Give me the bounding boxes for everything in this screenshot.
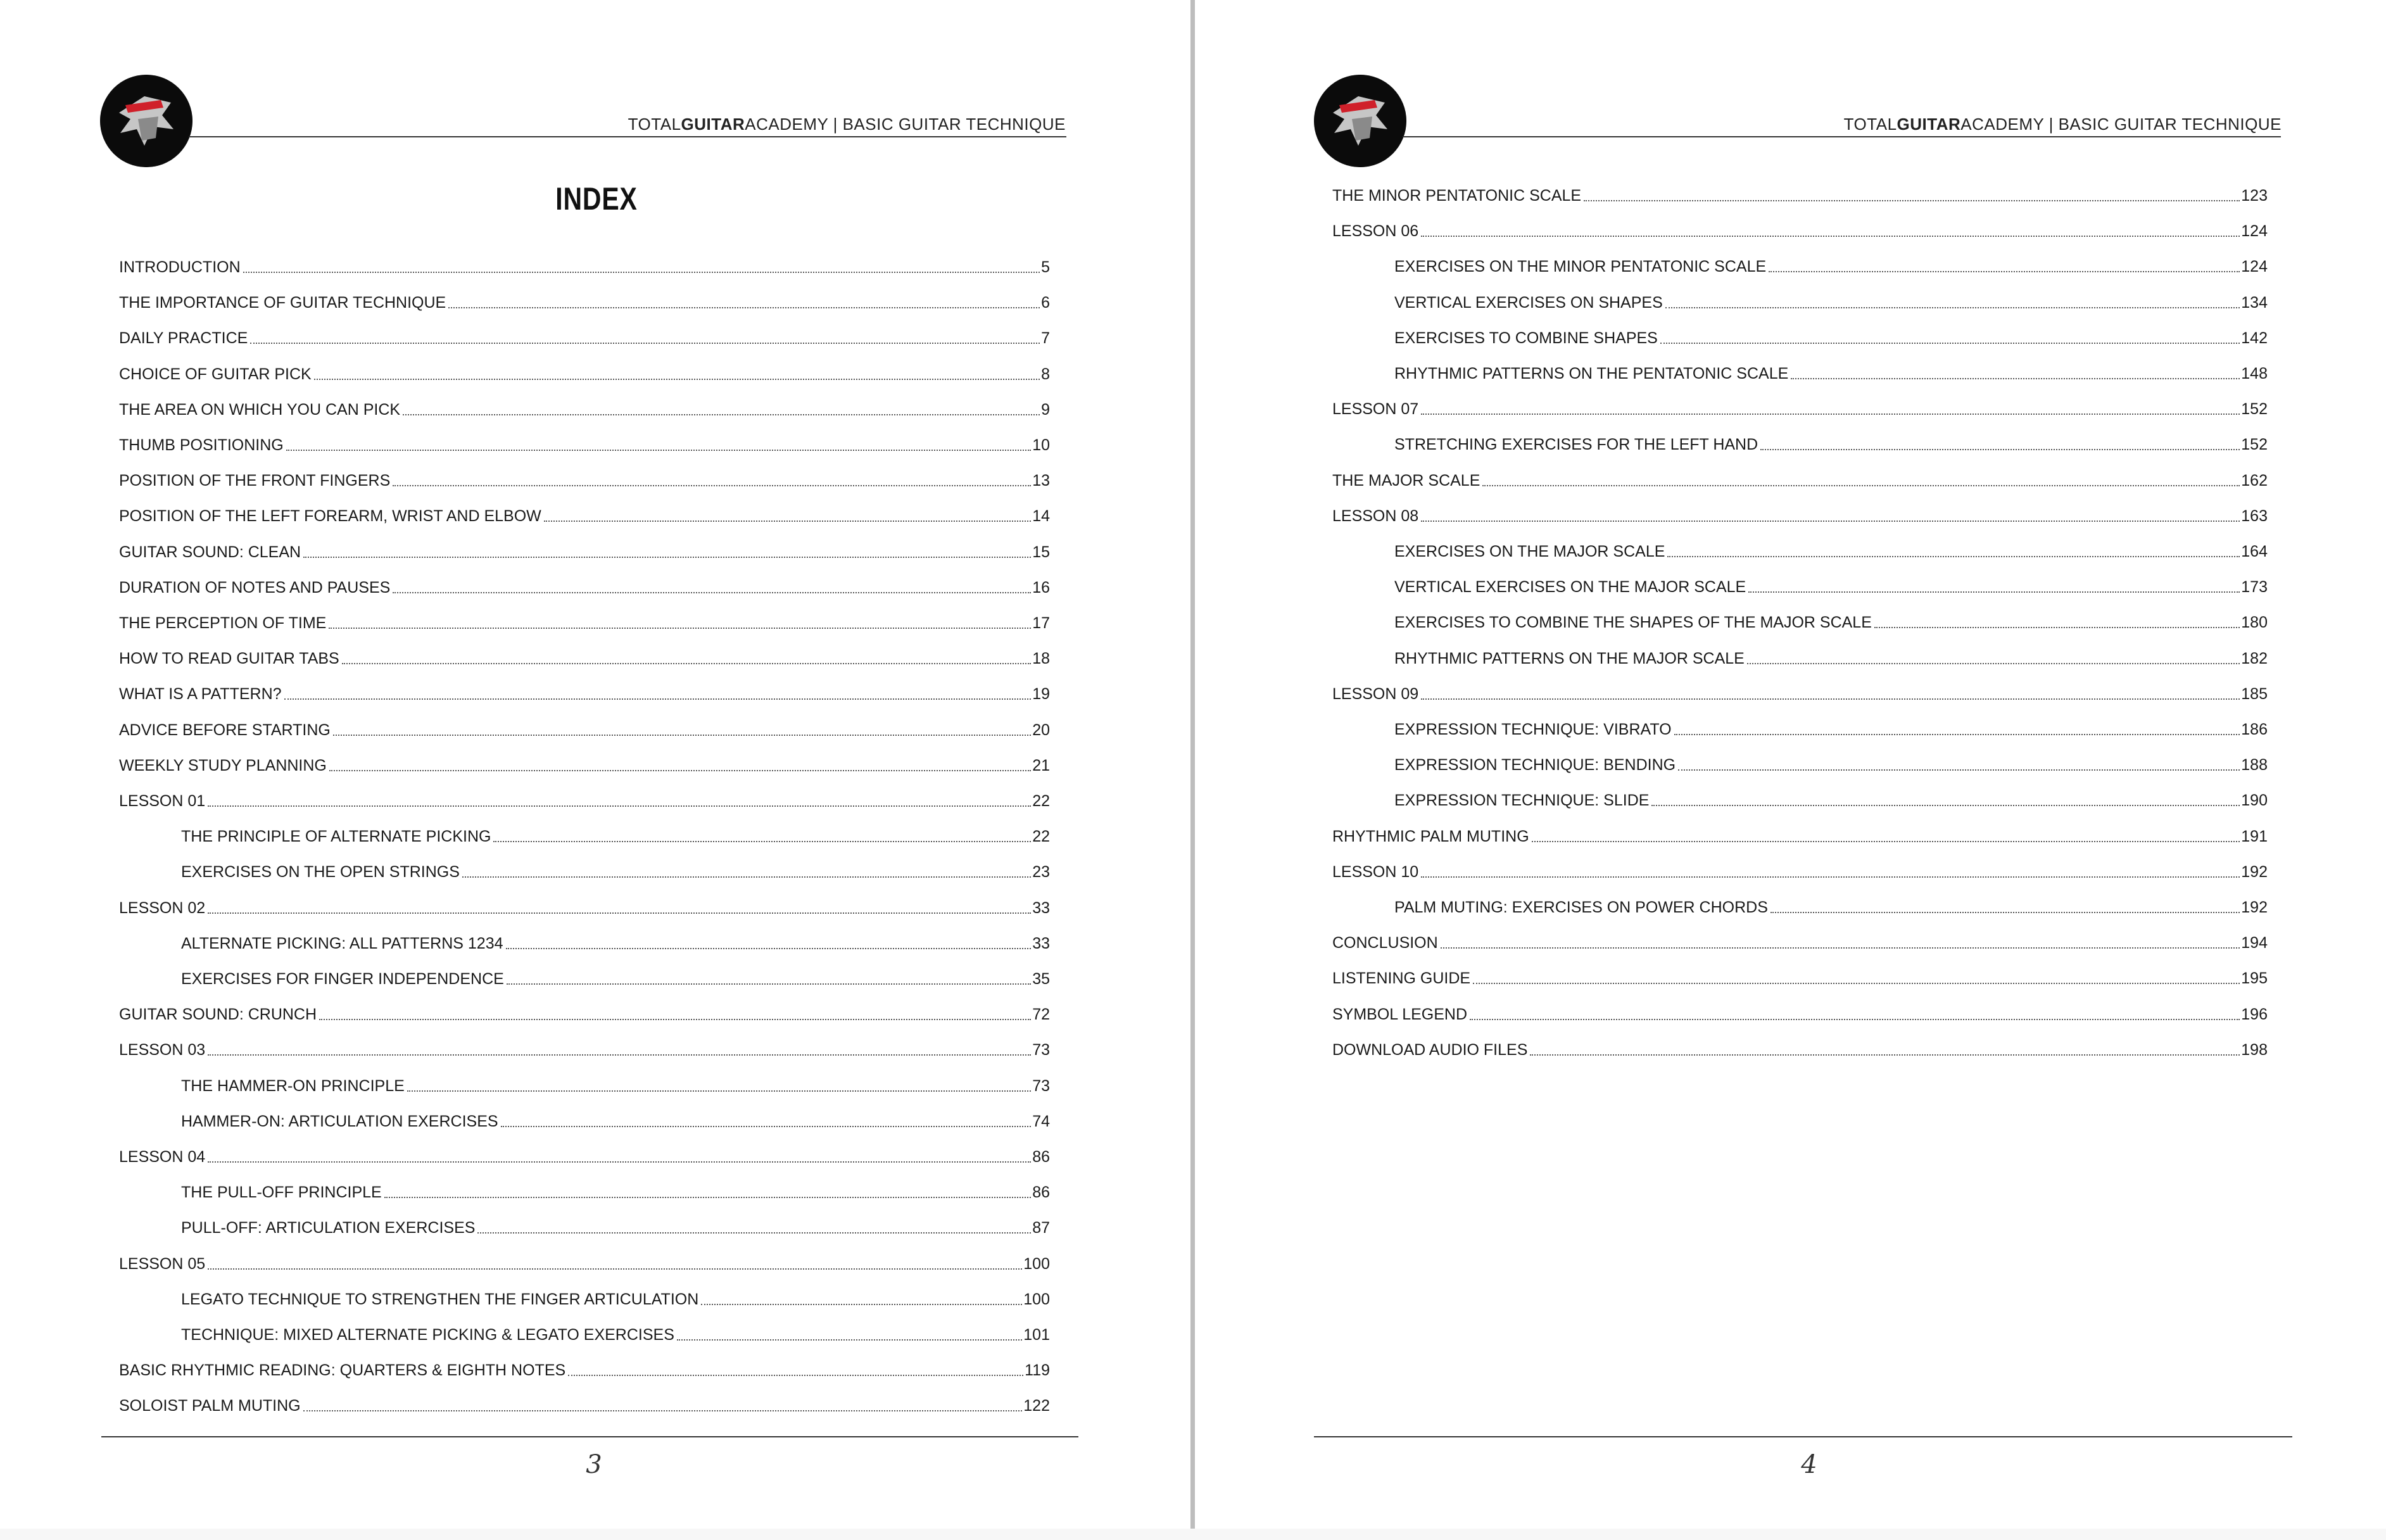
toc-entry-label: LESSON 02 [119,899,206,917]
dot-leader [303,1410,1023,1411]
toc-entry[interactable] [181,826,1050,846]
toc-entry[interactable] [181,861,1050,881]
toc-entry-label: EXERCISES ON THE MAJOR SCALE [1394,543,1665,560]
toc-entry-label: THE AREA ON WHICH YOU CAN PICK [119,400,401,419]
toc-entry[interactable] [181,968,1050,988]
dot-leader [403,414,1040,415]
toc-entry-label: INTRODUCTION [119,258,241,276]
toc-entry[interactable] [119,1360,1050,1380]
toc-entry-page: 35 [1032,970,1050,988]
dot-leader [329,628,1031,629]
toc-entry[interactable] [1332,470,2268,490]
toc-entry-page: 17 [1032,614,1050,632]
toc-entry[interactable] [1332,398,2268,419]
dot-leader [286,450,1031,451]
toc-entry-page: 9 [1041,400,1050,419]
dot-leader [677,1339,1022,1341]
dot-leader [1748,591,2240,593]
toc-entry[interactable] [1394,541,2268,561]
toc-entry-label: HOW TO READ GUITAR TABS [119,650,339,668]
toc-entry-label: EXERCISES ON THE OPEN STRINGS [181,863,460,881]
toc-entry-page: 142 [2241,329,2268,347]
toc-entry-label: LESSON 05 [119,1254,206,1273]
toc-entry[interactable] [1394,363,2268,383]
toc-entry-page: 87 [1032,1219,1050,1237]
toc-entry[interactable] [119,790,1050,811]
toc-entry[interactable] [119,755,1050,775]
toc-entry-page: 7 [1041,329,1050,348]
toc-entry[interactable] [119,1395,1050,1415]
book-title: BASIC GUITAR TECHNIQUE [842,115,1066,134]
toc-entry-page: 100 [1023,1254,1050,1273]
dot-leader [507,983,1031,985]
dot-leader [1441,947,2240,949]
footer-rule [1314,1436,2292,1437]
dot-leader [384,1197,1031,1198]
index-title: INDEX [555,181,638,217]
dot-leader [284,698,1032,700]
dot-leader [1747,663,2240,664]
toc-entry-label: EXERCISES FOR FINGER INDEPENDENCE [181,970,504,988]
toc-entry-page: 22 [1032,828,1050,846]
toc-entry-page: 33 [1032,899,1050,917]
toc-entry-label: TECHNIQUE: MIXED ALTERNATE PICKING & LEGATO EXERCISES [181,1326,674,1344]
toc-entry-label: RHYTHMIC PATTERNS ON THE PENTATONIC SCALE [1394,365,1789,382]
toc-entry-label: LESSON 08 [1332,507,1419,525]
toc-entry-label: DAILY PRACTICE [119,329,248,348]
toc-entry-page: 86 [1032,1183,1050,1202]
toc-entry-label: ALTERNATE PICKING: ALL PATTERNS 1234 [181,934,503,952]
toc-entry-page: 86 [1032,1148,1050,1166]
toc-entry-label: DOWNLOAD AUDIO FILES [1332,1040,1528,1059]
toc-entry-page: 15 [1032,543,1050,561]
dot-leader [208,912,1031,914]
toc-entry[interactable] [1394,648,2268,668]
brand-post: ACADEMY [745,115,828,134]
toc-entry[interactable] [119,1004,1050,1024]
toc-entry-label: PULL-OFF: ARTICULATION EXERCISES [181,1219,476,1237]
toc-entry-page: 198 [2241,1040,2268,1059]
toc-entry-page: 164 [2241,543,2268,560]
brand-bold: GUITAR [681,115,745,134]
toc-entry[interactable] [181,1111,1050,1131]
toc-entry[interactable] [119,648,1050,668]
toc-entry-page: 5 [1041,258,1050,276]
toc-entry-page: 182 [2241,649,2268,667]
toc-entry-label: LESSON 06 [1332,222,1419,241]
toc-entry[interactable] [181,1075,1050,1095]
toc-entry-label: LESSON 01 [119,792,206,810]
toc-entry-page: 18 [1032,650,1050,668]
toc-entry[interactable] [1394,897,2268,917]
toc-entry-label: POSITION OF THE FRONT FINGERS [119,472,391,490]
toc-entry-page: 33 [1032,934,1050,952]
toc-entry-label: SYMBOL LEGEND [1332,1005,1468,1023]
dot-leader [329,770,1031,771]
page-gutter [1190,0,1195,1540]
toc-entry-page: 16 [1032,578,1050,596]
toc-entry[interactable] [119,505,1050,526]
dot-leader [1473,983,2240,984]
dot-leader [462,876,1031,878]
toc-entry[interactable] [1394,434,2268,454]
guitar-academy-logo-icon [100,75,193,167]
toc-entry[interactable] [181,1182,1050,1202]
header-rule [189,136,1066,137]
dot-leader [544,521,1031,522]
toc-entry-page: 124 [2241,222,2268,241]
dot-leader [303,557,1031,558]
dot-leader [1421,236,2240,237]
toc-entry-page: 192 [2241,899,2268,916]
toc-entry[interactable] [119,434,1050,455]
toc-entry-label: EXPRESSION TECHNIQUE: BENDING [1394,756,1676,774]
dot-leader [342,663,1031,664]
toc-entry[interactable] [1332,683,2268,704]
toc-entry-label: WHAT IS A PATTERN? [119,685,282,704]
dot-leader [1665,307,2240,308]
dot-leader [1651,805,2240,806]
toc-entry-page: 22 [1032,792,1050,810]
toc-entry-page: 101 [1023,1326,1050,1344]
toc-entry[interactable] [119,577,1050,597]
toc-entry-page: 10 [1032,436,1050,454]
header-separator: | [2043,115,2059,134]
toc-entry[interactable] [119,683,1050,704]
dot-leader [314,379,1040,380]
dot-leader [1470,1019,2240,1020]
dot-leader [208,1054,1031,1056]
brand-post: ACADEMY [1960,115,2044,134]
toc-entry-label: LESSON 04 [119,1148,206,1166]
toc-entry[interactable] [181,933,1050,953]
toc-entry-page: 124 [2241,258,2268,276]
toc-entry[interactable] [181,1217,1050,1237]
dot-leader [208,805,1031,807]
dot-leader [1421,876,2240,878]
toc-entry[interactable] [1394,292,2268,312]
dot-leader [1771,912,2240,913]
toc-entry-page: 20 [1032,721,1050,739]
toc-entry[interactable] [1394,256,2268,276]
toc-entry[interactable] [1332,1039,2268,1059]
toc-entry-label: THE MINOR PENTATONIC SCALE [1332,187,1582,205]
brand-pre: TOTAL [1843,115,1897,134]
toc-entry-page: 148 [2241,365,2268,382]
dot-leader [243,272,1040,273]
toc-entry[interactable] [181,1324,1050,1344]
dot-leader [1874,627,2240,628]
toc-entry-label: EXERCISES ON THE MINOR PENTATONIC SCALE [1394,258,1767,276]
dot-leader [1667,556,2240,557]
toc-entry[interactable] [1332,220,2268,241]
dot-leader [208,1161,1031,1163]
toc-entry-label: LESSON 09 [1332,685,1419,703]
toc-entry[interactable] [1394,576,2268,596]
toc-entry[interactable] [119,1039,1050,1059]
toc-entry-label: RHYTHMIC PALM MUTING [1332,827,1529,845]
toc-entry-label: EXERCISES TO COMBINE SHAPES [1394,329,1658,347]
dot-leader [1421,413,2240,415]
toc-entry[interactable] [119,256,1050,277]
dot-leader [477,1232,1031,1234]
toc-entry-label: EXPRESSION TECHNIQUE: VIBRATO [1394,721,1672,738]
toc-entry-label: THE PERCEPTION OF TIME [119,614,327,632]
dot-leader [1421,521,2240,522]
toc-entry-label: EXERCISES TO COMBINE THE SHAPES OF THE MAJOR SCALE [1394,614,1872,632]
toc-entry-page: 191 [2241,827,2268,845]
toc-entry-page: 192 [2241,862,2268,881]
bottom-edge [0,1529,2386,1540]
book-title: BASIC GUITAR TECHNIQUE [2058,115,2282,134]
toc-entry-page: 23 [1032,863,1050,881]
toc-entry-label: POSITION OF THE LEFT FOREARM, WRIST AND ELBOW [119,507,541,526]
toc-entry[interactable] [1332,826,2268,846]
toc-entry-label: THE MAJOR SCALE [1332,471,1480,489]
toc-entry-label: THE HAMMER-ON PRINCIPLE [181,1076,405,1095]
toc-entry[interactable] [1332,932,2268,952]
dot-leader [568,1375,1023,1376]
toc-entry-label: DURATION OF NOTES AND PAUSES [119,578,391,596]
toc-entry[interactable] [1394,327,2268,348]
toc-entry-page: 13 [1032,472,1050,490]
toc-entry[interactable] [119,719,1050,740]
toc-entry[interactable] [1332,1004,2268,1024]
toc-entry-page: 123 [2241,187,2268,205]
toc-entry[interactable] [1332,968,2268,988]
dot-leader [407,1090,1031,1092]
toc-entry-label: SOLOIST PALM MUTING [119,1397,301,1415]
header-rule [1403,136,2281,137]
toc-entry-label: CONCLUSION [1332,934,1438,952]
toc-entry[interactable] [119,612,1050,633]
toc-entry-label: LESSON 03 [119,1041,206,1059]
toc-entry-page: 186 [2241,721,2268,738]
dot-leader [1584,200,2240,201]
page-number: 4 [1801,1450,1817,1479]
toc-entry-page: 194 [2241,934,2268,952]
toc-entry-page: 73 [1032,1041,1050,1059]
toc-entry[interactable] [119,1146,1050,1166]
dot-leader [393,592,1031,593]
toc-entry-label: THUMB POSITIONING [119,436,284,454]
toc-entry[interactable] [119,399,1050,419]
toc-entry-page: 21 [1032,756,1050,774]
toc-entry-label: THE PRINCIPLE OF ALTERNATE PICKING [181,828,491,846]
toc-entry-page: 119 [1025,1361,1050,1380]
header-separator: | [828,115,843,134]
dot-leader [1769,271,2240,272]
toc-entry[interactable] [1394,754,2268,774]
dot-leader [208,1268,1022,1270]
brand-bold: GUITAR [1897,115,1961,134]
toc-entry[interactable] [119,541,1050,562]
toc-entry-page: 19 [1032,685,1050,704]
toc-entry-page: 6 [1041,294,1050,312]
toc-entry[interactable] [1394,612,2268,632]
toc-entry-label: THE PULL-OFF PRINCIPLE [181,1183,382,1202]
dot-leader [1791,378,2240,379]
dot-leader [1421,698,2240,700]
toc-entry-label: HAMMER-ON: ARTICULATION EXERCISES [181,1112,498,1130]
toc-entry-page: 185 [2241,685,2268,703]
toc-entry[interactable] [181,1289,1050,1309]
brand-pre: TOTAL [628,115,681,134]
toc-entry-page: 122 [1023,1397,1050,1415]
toc-entry-label: PALM MUTING: EXERCISES ON POWER CHORDS [1394,899,1768,916]
toc-entry-label: STRETCHING EXERCISES FOR THE LEFT HAND [1394,436,1758,454]
dot-leader [1674,734,2240,735]
dot-leader [1532,841,2240,842]
toc-entry-label: GUITAR SOUND: CRUNCH [119,1006,317,1024]
dot-leader [493,841,1031,842]
toc-entry-page: 190 [2241,792,2268,810]
dot-leader [506,948,1032,949]
dot-leader [701,1304,1022,1305]
right-page [1196,0,2386,1540]
toc-entry-label: VERTICAL EXERCISES ON SHAPES [1394,293,1663,312]
toc-entry-page: 14 [1032,507,1050,526]
toc-entry-page: 72 [1032,1006,1050,1024]
toc-entry-label: LEGATO TECHNIQUE TO STRENGTHEN THE FINGER ARTICULATION [181,1290,699,1308]
toc-entry[interactable] [1332,861,2268,881]
toc-entry-label: LISTENING GUIDE [1332,969,1471,988]
dot-leader [501,1126,1032,1127]
toc-entry-label: WEEKLY STUDY PLANNING [119,756,327,774]
toc-entry-page: 8 [1041,365,1050,383]
toc-entry[interactable] [119,470,1050,490]
toc-entry-label: EXPRESSION TECHNIQUE: SLIDE [1394,792,1650,810]
toc-entry[interactable] [119,1253,1050,1273]
dot-leader [319,1019,1031,1020]
toc-entry-label: BASIC RHYTHMIC READING: QUARTERS & EIGHTH NOTES [119,1361,566,1380]
toc-entry-label: CHOICE OF GUITAR PICK [119,365,312,383]
toc-entry-label: RHYTHMIC PATTERNS ON THE MAJOR SCALE [1394,649,1745,667]
toc-entry-page: 74 [1032,1112,1050,1130]
toc-entry-page: 173 [2241,578,2268,596]
toc-entry-page: 188 [2241,756,2268,774]
toc-entry[interactable] [119,897,1050,918]
toc-entry[interactable] [1332,185,2268,205]
footer-rule [101,1436,1078,1437]
toc-entry-page: 73 [1032,1076,1050,1095]
toc-entry-page: 134 [2241,293,2268,312]
dot-leader [1660,343,2240,344]
toc-entry-label: THE IMPORTANCE OF GUITAR TECHNIQUE [119,294,446,312]
dot-leader [250,343,1040,344]
dot-leader [448,307,1040,308]
dot-leader [1760,449,2240,450]
dot-leader [1678,769,2240,771]
toc-entry-label: LESSON 10 [1332,862,1419,881]
running-header [1844,115,2282,134]
toc-entry-label: ADVICE BEFORE STARTING [119,721,331,739]
toc-entry-page: 163 [2241,507,2268,525]
toc-entry-page: 180 [2241,614,2268,632]
toc-entry[interactable] [1332,505,2268,526]
toc-entry-page: 152 [2241,436,2268,454]
toc-entry-page: 152 [2241,400,2268,419]
page-number: 3 [586,1450,602,1479]
toc-entry[interactable] [119,292,1050,312]
toc-entry[interactable] [1394,719,2268,739]
toc-entry[interactable] [1394,790,2268,810]
toc-entry-page: 162 [2241,471,2268,489]
toc-entry[interactable] [119,363,1050,384]
toc-entry-page: 100 [1023,1290,1050,1308]
dot-leader [1482,485,2240,486]
dot-leader [333,735,1031,736]
toc-entry-page: 196 [2241,1005,2268,1023]
dot-leader [393,485,1031,486]
toc-entry-label: VERTICAL EXERCISES ON THE MAJOR SCALE [1394,578,1746,596]
toc-entry[interactable] [119,327,1050,348]
toc-entry-page: 195 [2241,969,2268,988]
toc-entry-label: GUITAR SOUND: CLEAN [119,543,301,561]
guitar-academy-logo-icon [1314,75,1406,167]
running-header [628,115,1066,134]
dot-leader [1530,1054,2240,1056]
toc-entry-label: LESSON 07 [1332,400,1419,419]
